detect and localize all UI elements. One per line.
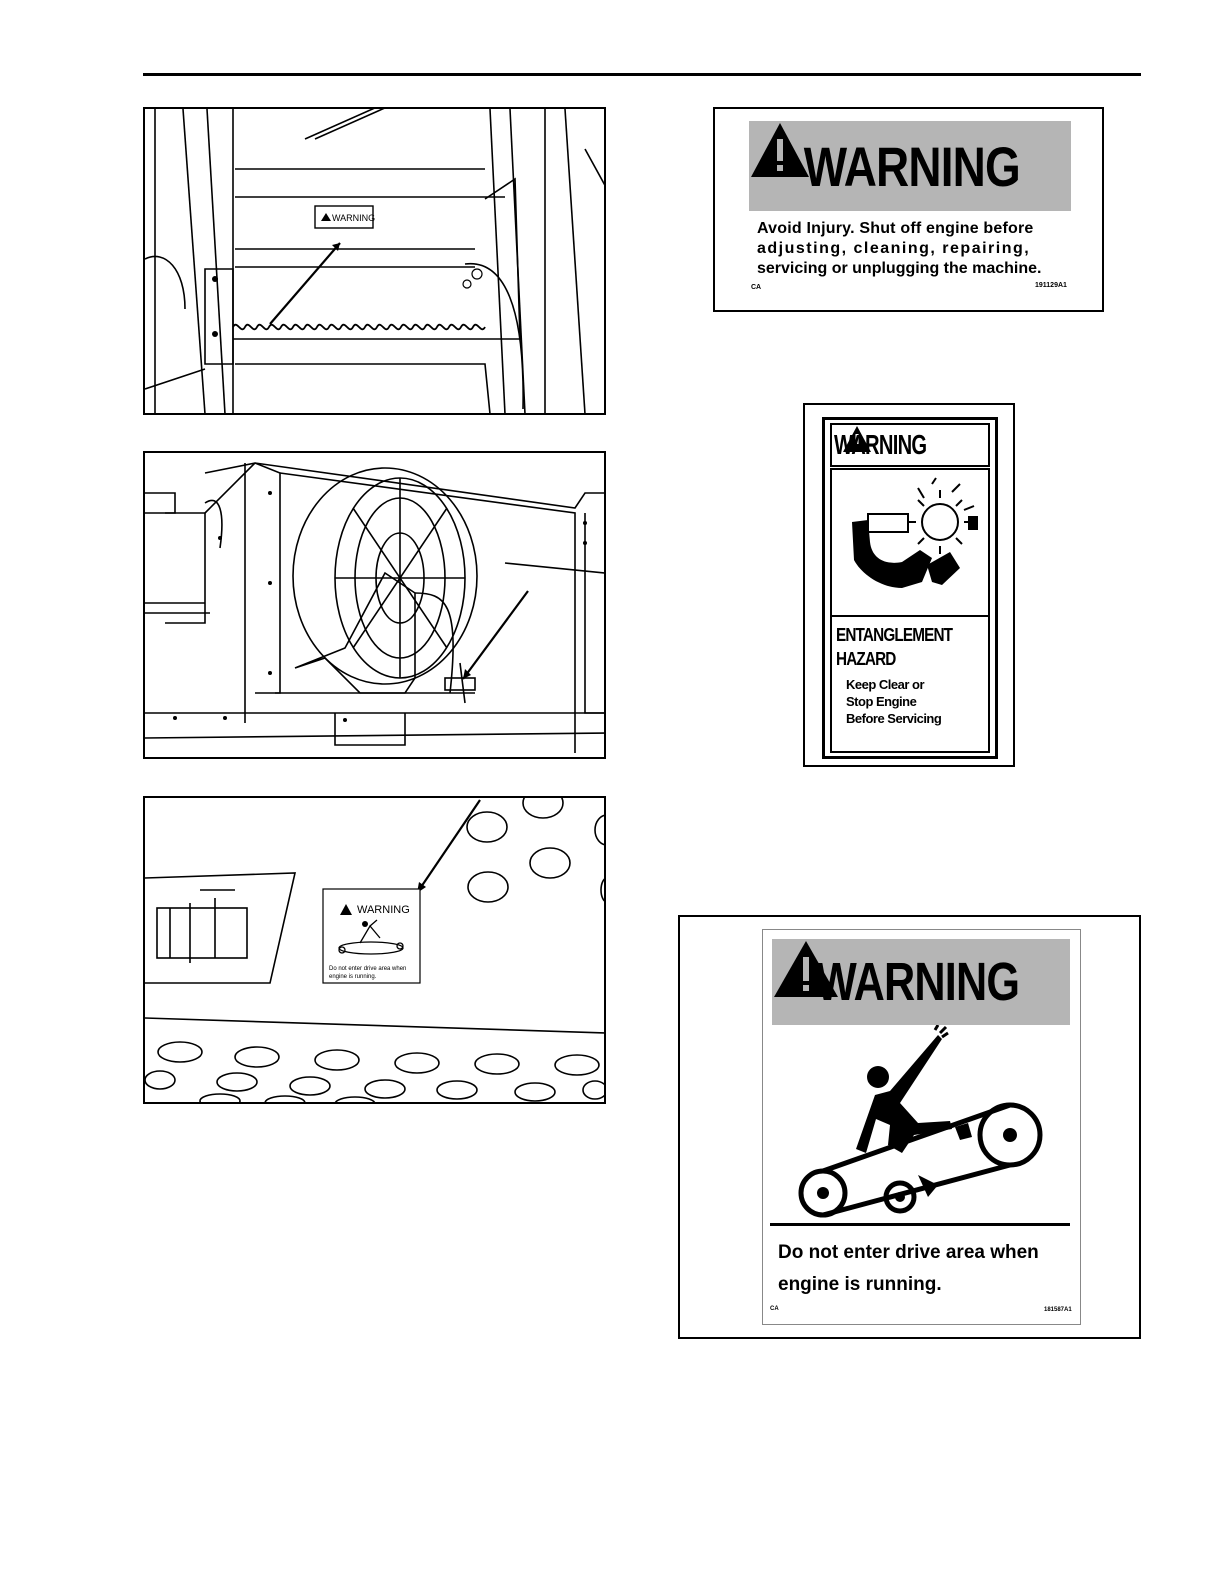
decal-2-instruction-1: Keep Clear or	[846, 677, 925, 692]
decal-2-hazard-title-2: HAZARD	[836, 649, 896, 669]
decal-1-part-number: 191129A1	[1035, 282, 1067, 289]
warning-bar	[749, 121, 1071, 211]
decal-1-header: WARNING	[803, 134, 1021, 198]
photo-3-label-line-2: engine is running.	[329, 974, 377, 980]
reel-illustration	[145, 453, 606, 759]
warning-bar	[772, 939, 1070, 1025]
decal-3-left-code: CA	[770, 1306, 779, 1312]
decal-2-hazard-title-1: ENTANGLEMENT	[836, 625, 953, 645]
decal-1-line-1: Avoid Injury. Shut off engine before	[757, 220, 1034, 237]
ladder-illustration	[145, 109, 606, 415]
photo-drive-area-decal-location	[143, 796, 606, 1104]
decal-2-header-box	[830, 423, 990, 467]
decal-entanglement-hazard	[803, 403, 1015, 767]
panel-illustration	[145, 798, 606, 1104]
decal-3-part-number: 181587A1	[1044, 1307, 1072, 1313]
decal-1-left-code: CA	[751, 284, 762, 291]
alert-triangle-icon	[749, 121, 811, 179]
decal-3-message-1: Do not enter drive area when	[778, 1242, 1039, 1263]
photo-ladder-decal-location	[143, 107, 606, 415]
decal-1-line-3: servicing or unplugging the machine.	[757, 260, 1042, 277]
decal-3-message-2: engine is running.	[778, 1274, 942, 1295]
entanglement-pictogram-icon	[832, 470, 988, 615]
decal-2-text-box	[830, 615, 990, 753]
decal-3-divider	[770, 1223, 1070, 1226]
decal-3-header: WARNING	[816, 952, 1020, 1012]
header-rule	[143, 73, 1141, 76]
decal-avoid-injury	[713, 107, 1104, 312]
decal-1-line-2: adjusting, cleaning, repairing,	[757, 240, 1031, 257]
photo-3-label-header: WARNING	[357, 904, 410, 916]
decal-2-pictogram-box	[830, 468, 990, 617]
photo-3-label-line-1: Do not enter drive area when	[329, 966, 407, 972]
decal-drive-area	[678, 915, 1141, 1339]
belt-entanglement-pictogram-icon	[790, 1025, 1060, 1220]
decal-2-header: WARNING	[834, 429, 927, 460]
photo-reel-decal-location	[143, 451, 606, 759]
decal-2-instruction-2: Stop Engine	[846, 694, 917, 709]
decal-2-instruction-3: Before Servicing	[846, 711, 942, 726]
photo-1-label-text: WARNING	[332, 213, 376, 223]
